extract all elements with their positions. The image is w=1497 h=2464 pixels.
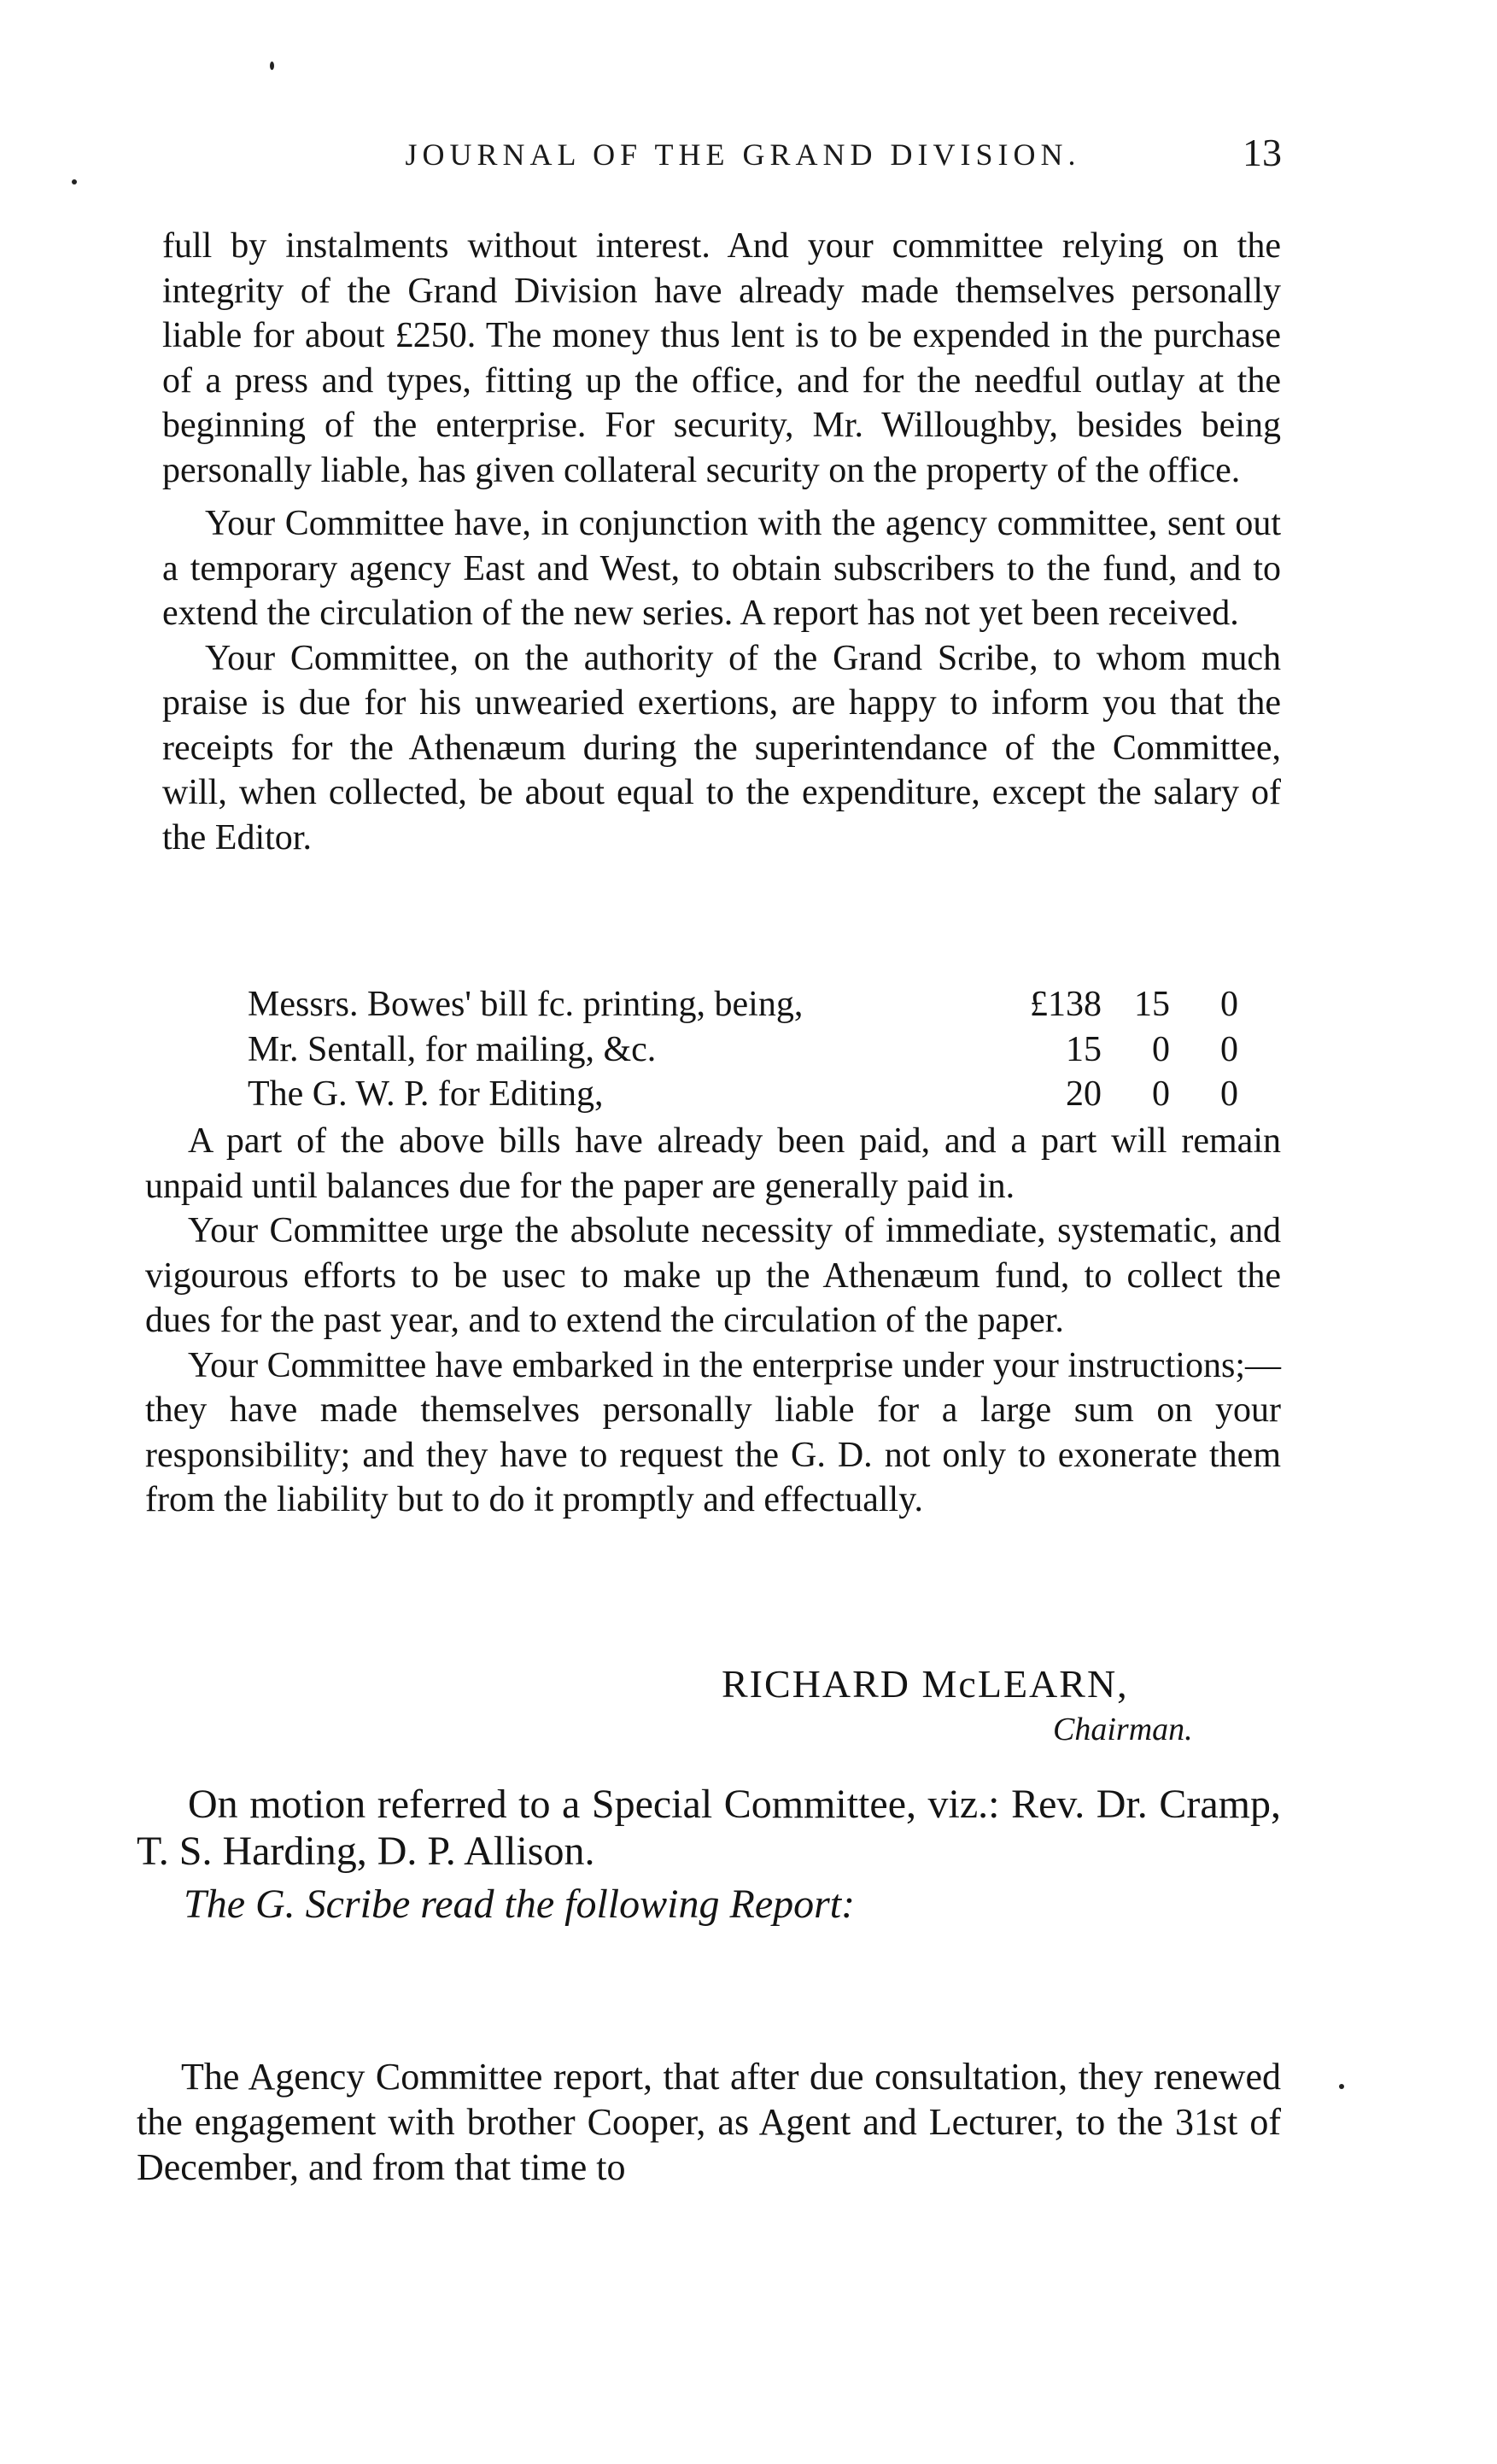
scribe-line: The G. Scribe read the following Report: [184,1882,856,1927]
bill-row [248,1027,1238,1073]
bill-row [248,982,1238,1027]
bill-amount [965,1027,1238,1073]
paragraph-2: Your Committee have, in conjunction with the agency committee, sent out a temporary agency East and West, to obtain subscribers to the fund, and to extend the circulation of the new series. A report has not yet been received. [162,504,1281,633]
bills-list [248,982,1238,1117]
bill-pence: 0 [1220,1029,1238,1069]
bill-shillings: 0 [1152,1029,1170,1069]
agency-report [137,2054,1281,2190]
print-speck [270,61,274,70]
body-text-lower [145,1119,1281,1523]
bill-pounds: 15 [1066,1029,1102,1069]
print-speck [72,179,77,184]
bill-amount [965,982,1238,1027]
bill-description: Mr. Sentall, for mailing, &c. [248,1029,657,1069]
paragraph-3: Your Committee, on the authority of the Grand Scribe, to whom much praise is due for his unwearied exertions, are happy to inform you that the receipts for the Athenæum during the superintendance of the Committee, will, when collected, be about equal to the expenditure, except the salary of the Editor. [162,638,1281,857]
paragraph-5: Your Committee urge the absolute necessity of immediate, systematic, and vigourous efforts to be usec to make up the Athenæum fund, to collect the dues for the past year, and to extend the circulation of the paper. [145,1211,1281,1340]
print-speck [1339,2084,1344,2089]
bill-description: Messrs. Bowes' bill fc. printing, being, [248,985,804,1024]
bill-shillings: 15 [1134,985,1170,1024]
signature-title: Chairman. [1053,1712,1193,1747]
running-head: JOURNAL OF THE GRAND DIVISION. [405,138,1081,172]
bill-pence: 0 [1220,1074,1238,1114]
paragraph-4: A part of the above bills have already been paid, and a part will remain unpaid until balances due for the paper are generally paid in. [145,1121,1281,1206]
bill-row [248,1072,1238,1117]
signature-name: RICHARD McLEARN, [722,1662,1129,1706]
paragraph-6: Your Committee have embarked in the enterprise under your instructions;—they have made themselves personally liable for a large sum on your responsibility; and they have to request the G. D. not only to exonerate them from the liability but to do it promptly and effectually. [145,1345,1281,1519]
bill-pounds: 20 [1066,1074,1102,1114]
bill-pence: 0 [1220,985,1238,1024]
bill-pounds: £138 [1030,985,1102,1024]
bill-amount [965,1072,1238,1117]
paragraph-1: full by instalments without interest. And your committee relying on the integrity of the Grand Division have already made themselves personally liable for about £250. The money thus lent is to be expended in the purchase of a press and types, fitting up the office, and for the needful outlay at the beginning of the enterprise. For security, Mr. Willoughby, besides being personally liable, has given collateral security on the property of the office. [162,226,1281,490]
agency-paragraph: The Agency Committee report, that after due consultation, they renewed the engagement with brother Cooper, as Agent and Lecturer, to the 31st of December, and from that time to [137,2056,1281,2188]
motion-text [137,1781,1281,1875]
bill-shillings: 0 [1152,1074,1170,1114]
motion-paragraph: On motion referred to a Special Committee, viz.: Rev. Dr. Cramp, T. S. Harding, D. P. Allison. [137,1782,1281,1874]
page-number: 13 [1243,131,1282,174]
bill-description: The G. W. P. for Editing, [248,1074,604,1114]
body-text-upper [162,224,1281,860]
